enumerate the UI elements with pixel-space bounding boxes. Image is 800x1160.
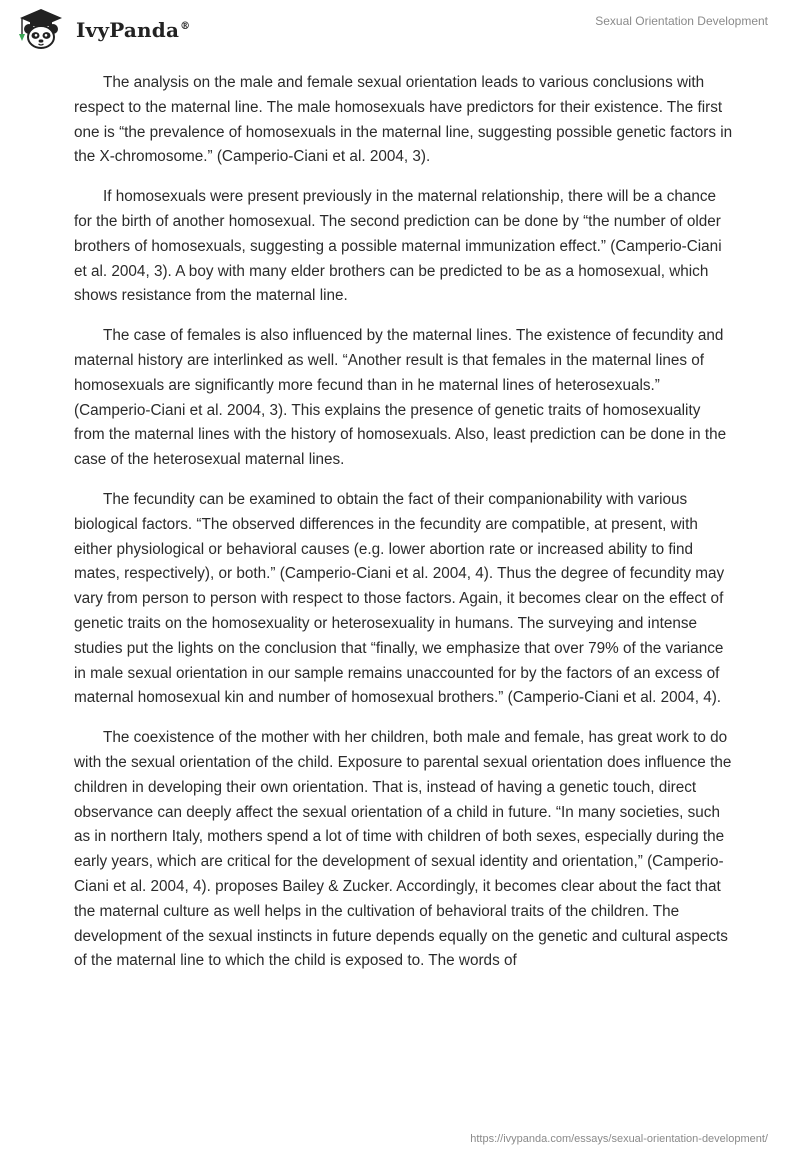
ivypanda-logo[interactable] [14, 7, 190, 51]
essay-body [74, 71, 734, 989]
paragraph: The fecundity can be examined to obtain the fact of their companionability with various biological factors. “The observed differences in the fecundity are compatible, at present, with either physiological or behavioral causes (e.g. lower abortion rate or increased ability to find mates, respectively), or both.” (Camperio-Ciani et al. 2004, 4). Thus the degree of fecundity may vary from person to person with respect to those factors. Again, it becomes clear on the effect of genetic traits on the homosexuality or heterosexuality in humans. The surveying and intense studies put the lights on the conclusion that “finally, we emphasize that over 79% of the variance in male sexual orientation in our sample remains unaccounted for by the factors of an excess of maternal homosexual kin and number of homosexual brothers.” (Camperio-Ciani et al. 2004, 4). [74, 490, 725, 707]
registered-mark: ® [180, 21, 191, 33]
paragraph: The case of females is also influenced by the maternal lines. The existence of fecundity and maternal history are interlinked as well. “Another result is that females in the maternal lines of homosexuals are significantly more fecund than in he maternal lines of heterosexuals.” (Camperio-Ciani et al. 2004, 3). This explains the presence of genetic traits of homosexuality from the maternal lines with the history of homosexuals. Also, least prediction can be done in the case of the heterosexual maternal lines. [74, 327, 727, 469]
panda-graduate-icon [14, 7, 68, 51]
paragraph: The coexistence of the mother with her children, both male and female, has great work to do with the sexual orientation of the child. Exposure to parental sexual orientation does influence the children in developing their own orientation. That is, instead of having a genetic touch, direct observance can deeply affect the sexual orientation of a child in future. “In many societies, such as in northern Italy, mothers spend a lot of time with children of both sexes, especially during the early years, which are critical for the development of sexual identity and orientation,” (Camperio-Ciani et al. 2004, 4). proposes Bailey & Zucker. Accordingly, it becomes clear about the fact that the maternal culture as well helps in the cultivation of behavioral traits of the children. The development of the sexual instincts in future depends equally on the genetic and cultural aspects of the maternal line to which the child is exposed to. The words of [74, 729, 732, 970]
logo-text: IvyPanda [76, 18, 180, 42]
running-title: Sexual Orientation Development [595, 14, 768, 28]
page-header [0, 0, 800, 62]
paragraph: The analysis on the male and female sexual orientation leads to various conclusions with respect to the maternal line. The male homosexuals have predictors for their existence. The first one is “the prevalence of homosexuals in the maternal line, suggesting possible genetic factors in the X-chromosome.” (Camperio-Ciani et al. 2004, 3). [74, 74, 733, 166]
paragraph: If homosexuals were present previously in the maternal relationship, there will be a chance for the birth of another homosexual. The second prediction can be done by “the number of older brothers of homosexuals, suggesting a possible maternal immunization effect.” (Camperio-Ciani et al. 2004, 3). A boy with many elder brothers can be predicted to be as a homosexual, which shows resistance from the maternal line. [74, 188, 722, 305]
source-url-link[interactable]: https://ivypanda.com/essays/sexual-orientation-development/ [470, 1133, 768, 1145]
logo-wordmark [76, 18, 190, 42]
